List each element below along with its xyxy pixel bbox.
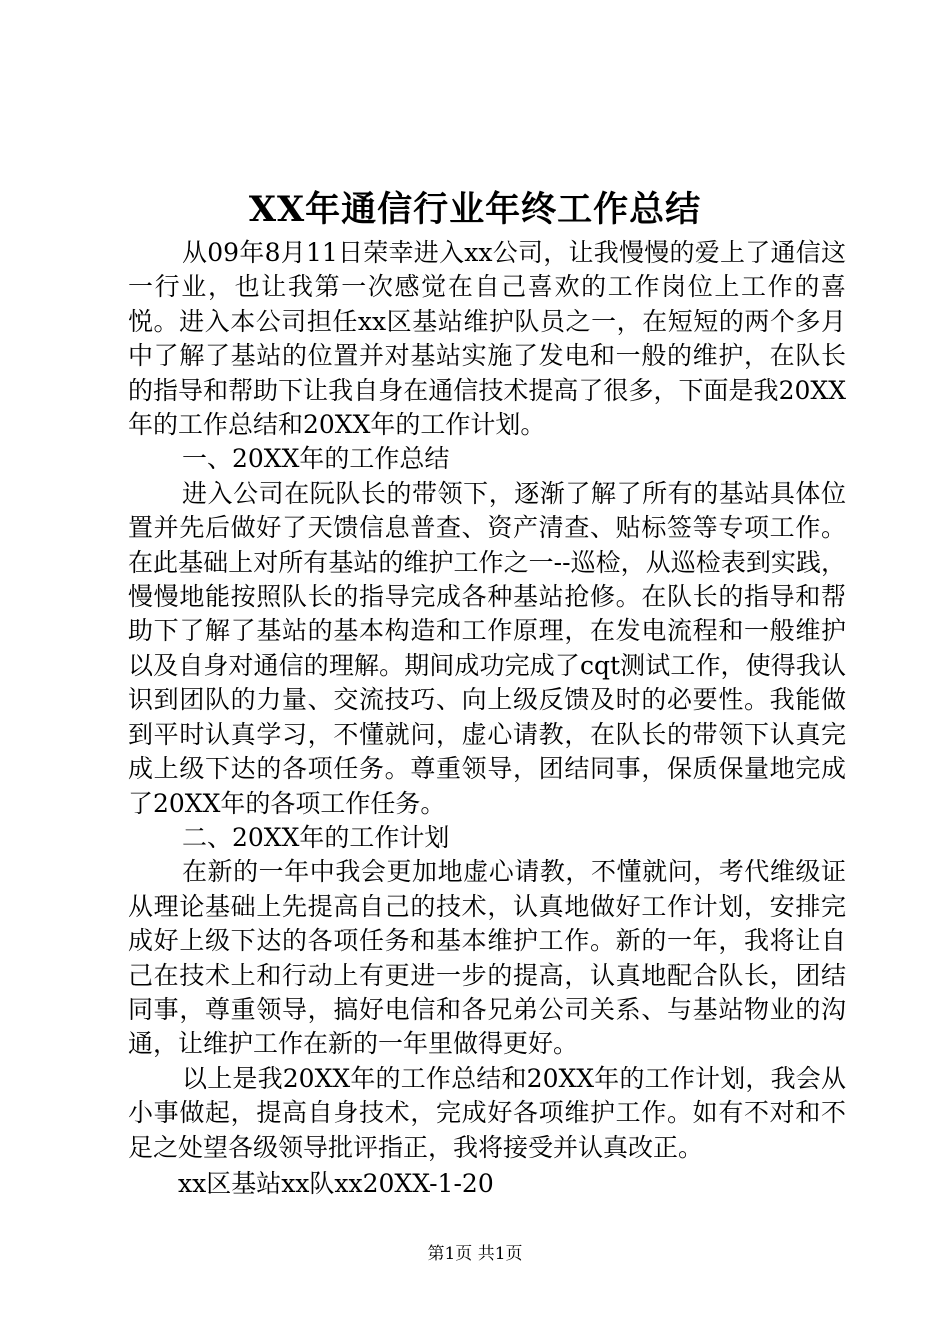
page-number-footer: 第1页 共1页 (427, 1244, 523, 1264)
signature-line: xx区基站xx队xx20XX-1-20 (178, 1168, 494, 1198)
section-heading-plan: 二、20XX年的工作计划 (182, 822, 450, 852)
intro-paragraph: 从09年8月11日荣幸进入xx公司，让我慢慢的爱上了通信这一行业，也让我第一次感觉在自己喜欢的工作岗位上工作的喜悦。进入本公司担任xx区基站维护队员之一，在短短的两个多月中了解了基站的位置并对基站实施了发电和一般的维护，在队长的指导和帮助下让我自身在通信技术提高了很多，下面是我20XX年的工作总结和20XX年的工作计划。 (128, 238, 846, 440)
document-body (128, 236, 846, 1201)
document-title: XX年通信行业年终工作总结 (248, 189, 702, 230)
closing-paragraph: 以上是我20XX年的工作总结和20XX年的工作计划，我会从小事做起，提高自身技术，完成好各项维护工作。如有不对和不足之处望各级领导批评指正，我将接受并认真改正。 (128, 1063, 846, 1162)
section-heading-summary: 一、20XX年的工作总结 (182, 444, 450, 474)
plan-paragraph: 在新的一年中我会更加地虚心请教，不懂就问，考代维级证从理论基础上先提高自己的技术，认真地做好工作计划，安排完成好上级下达的各项任务和基本维护工作。新的一年，我将让自己在技术上和行动上有更进一步的提高，认真地配合队长，团结同事，尊重领导，搞好电信和各兄弟公司关系、与基站物业的沟通，让维护工作在新的一年里做得更好。 (128, 857, 846, 1059)
summary-paragraph: 进入公司在阮队长的带领下，逐渐了解了所有的基站具体位置并先后做好了天馈信息普查、资产清查、贴标签等专项工作。在此基础上对所有基站的维护工作之一--巡检，从巡检表到实践，慢慢地能按照队长的指导完成各种基站抢修。在队长的指导和帮助下了解了基站的基本构造和工作原理，在发电流程和一般维护以及自身对通信的理解。期间成功完成了cqt测试工作，使得我认识到团队的力量、交流技巧、向上级反馈及时的必要性。我能做到平时认真学习，不懂就问，虚心请教，在队长的带领下认真完成上级下达的各项任务。尊重领导，团结同事，保质保量地完成了20XX年的各项工作任务。 (128, 478, 846, 818)
